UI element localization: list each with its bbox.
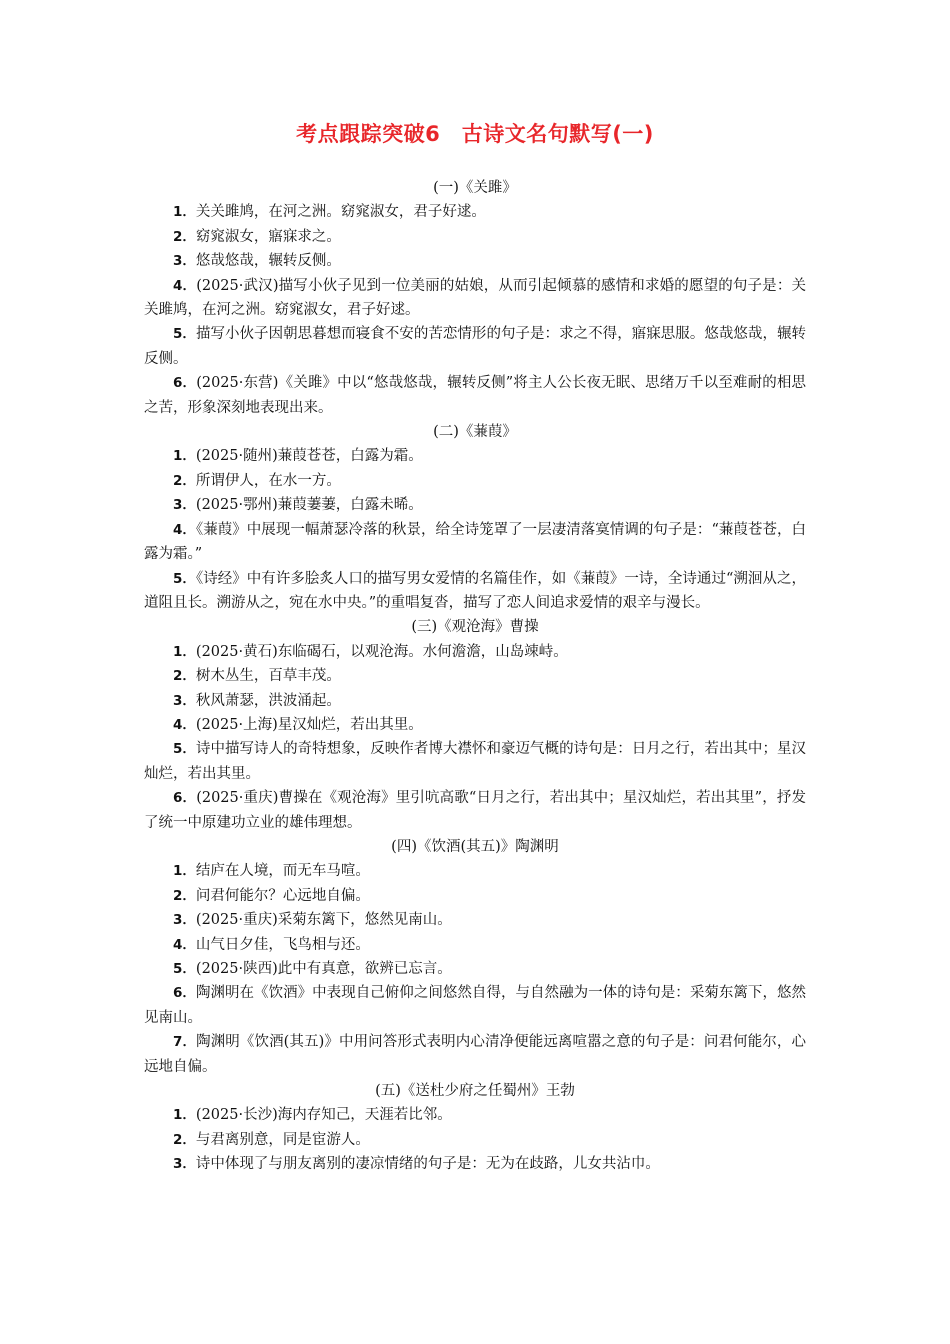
question-item (144, 737, 806, 786)
item-number: 1． (173, 204, 196, 221)
question-item (144, 957, 806, 981)
item-number: 2． (173, 1131, 196, 1148)
question-item (144, 322, 806, 371)
question-item (144, 371, 806, 420)
item-text: (2025·重庆)曹操在《观沧海》里引吭高歌“日月之行，若出其中；星汉灿烂，若出其里”，抒发了统一中原建功立业的雄伟理想。 (144, 790, 806, 831)
item-text: 陶渊明《饮酒(其五)》中用问答形式表明内心清净便能远离喧嚣之意的句子是：问君何能尔，心远地自偏。 (144, 1034, 806, 1075)
item-text: 《诗经》中有许多脍炙人口的描写男女爱情的名篇佳作，如《蒹葭》一诗，全诗通过“溯洄从之，道阻且长。溯游从之，宛在水中央。”的重唱复沓，描写了恋人间追求爱情的艰辛与漫长。 (144, 570, 806, 611)
item-text: 秋风萧瑟，洪波涌起。 (195, 692, 341, 709)
item-text: 问君何能尔？心远地自偏。 (195, 887, 370, 904)
question-item (144, 640, 806, 664)
question-item (144, 713, 806, 737)
item-number: 4． (173, 716, 196, 733)
question-item (144, 567, 806, 616)
section-heading: (三)《观沧海》曹操 (411, 619, 539, 636)
section-heading: (五)《送杜少府之任蜀州》王勃 (375, 1083, 575, 1100)
question-item (144, 664, 806, 688)
item-number: 6． (173, 985, 196, 1002)
item-number: 6． (173, 375, 197, 392)
item-text: 关关雎鸠，在河之洲。窈窕淑女，君子好逑。 (195, 204, 486, 221)
question-item (144, 200, 806, 224)
item-number: 3． (173, 497, 196, 514)
item-text: (2025·长沙)海内存知己，天涯若比邻。 (195, 1107, 452, 1124)
question-item (144, 908, 806, 932)
item-text: 结庐在人境，而无车马喧。 (195, 863, 370, 880)
item-number: 2． (173, 228, 196, 245)
item-text: (2025·黄石)东临碣石，以观沧海。水何澹澹，山岛竦峙。 (195, 643, 568, 660)
item-text: (2025·武汉)描写小伙子见到一位美丽的姑娘，从而引起倾慕的感情和求婚的愿望的句子是：关关雎鸠，在河之洲。窈窕淑女，君子好逑。 (144, 277, 806, 319)
sections-container (144, 176, 806, 1177)
question-item (144, 469, 806, 493)
question-item (144, 1152, 806, 1176)
item-number: 2． (173, 668, 196, 685)
section-heading: (二)《蒹葭》 (433, 424, 517, 441)
question-item (144, 518, 806, 567)
item-text: 《蒹葭》中展现一幅萧瑟冷落的秋景，给全诗笼罩了一层凄清落寞情调的句子是：“蒹葭苍苍，白露为霜。” (144, 521, 806, 563)
question-item (144, 689, 806, 713)
item-text: 悠哉悠哉，辗转反侧。 (195, 253, 341, 270)
question-item (144, 1128, 806, 1152)
question-item (144, 444, 806, 468)
question-item (144, 981, 806, 1030)
item-text: 与君离别意，同是宦游人。 (195, 1131, 370, 1148)
item-text: (2025·陕西)此中有真意，欲辨已忘言。 (195, 961, 452, 977)
item-text: 诗中体现了与朋友离别的凄凉情绪的句子是：无为在歧路，儿女共沾巾。 (195, 1156, 660, 1173)
item-number: 2． (173, 472, 196, 489)
item-number: 7． (173, 1034, 197, 1051)
document-page (144, 118, 806, 1177)
question-item (144, 786, 806, 835)
question-item (144, 274, 806, 323)
item-text: 描写小伙子因朝思暮想而寝食不安的苦恋情形的句子是：求之不得，寤寐思服。悠哉悠哉，辗转反侧。 (144, 326, 806, 367)
item-text: (2025·鄂州)蒹葭萋萋，白露未晞。 (195, 497, 423, 514)
item-number: 3． (173, 1156, 196, 1173)
item-number: 1． (173, 863, 196, 880)
question-item (144, 225, 806, 249)
question-item (144, 493, 806, 517)
item-text: 所谓伊人，在水一方。 (195, 472, 341, 489)
page-title: 考点跟踪突破6 古诗文名句默写(一) (296, 122, 654, 146)
item-number: 1． (173, 448, 196, 465)
question-item (144, 1103, 806, 1127)
item-text: (2025·随州)蒹葭苍苍，白露为霜。 (195, 448, 423, 465)
question-item (144, 249, 806, 273)
item-number: 1． (173, 1107, 196, 1124)
question-item (144, 859, 806, 883)
item-number: 4． (173, 277, 197, 294)
item-number: 5． (173, 961, 196, 977)
question-item (144, 884, 806, 908)
item-number: 5． (173, 741, 196, 758)
question-item (144, 1030, 806, 1079)
item-number: 2． (173, 887, 196, 904)
item-text: (2025·东营)《关雎》中以“悠哉悠哉，辗转反侧”将主人公长夜无眠、思绪万千以至难耐的相思之苦，形象深刻地表现出来。 (144, 375, 806, 416)
item-text: 陶渊明在《饮酒》中表现自己俯仰之间悠然自得，与自然融为一体的诗句是：采菊东篱下，悠然见南山。 (144, 985, 806, 1026)
item-text: 诗中描写诗人的奇特想象，反映作者博大襟怀和豪迈气概的诗句是：日月之行，若出其中；星汉灿烂，若出其里。 (144, 741, 806, 782)
item-number: 4． (173, 936, 196, 953)
item-text: (2025·重庆)采菊东篱下，悠然见南山。 (195, 912, 452, 929)
item-text: (2025·上海)星汉灿烂，若出其里。 (195, 716, 423, 733)
item-text: 树木丛生，百草丰茂。 (195, 668, 341, 685)
question-item (144, 933, 806, 957)
item-number: 6． (173, 790, 197, 807)
item-number: 3． (173, 692, 196, 709)
item-number: 3． (173, 253, 196, 270)
item-number: 5． (173, 570, 196, 587)
item-text: 窈窕淑女，寤寐求之。 (195, 228, 341, 245)
section-heading: (一)《关雎》 (433, 180, 517, 196)
item-number: 3． (173, 912, 196, 929)
item-number: 4． (173, 521, 196, 538)
item-number: 5． (173, 326, 196, 343)
section-heading: (四)《饮酒(其五)》陶渊明 (391, 838, 559, 855)
item-text: 山气日夕佳，飞鸟相与还。 (195, 936, 370, 953)
item-number: 1． (173, 643, 196, 660)
